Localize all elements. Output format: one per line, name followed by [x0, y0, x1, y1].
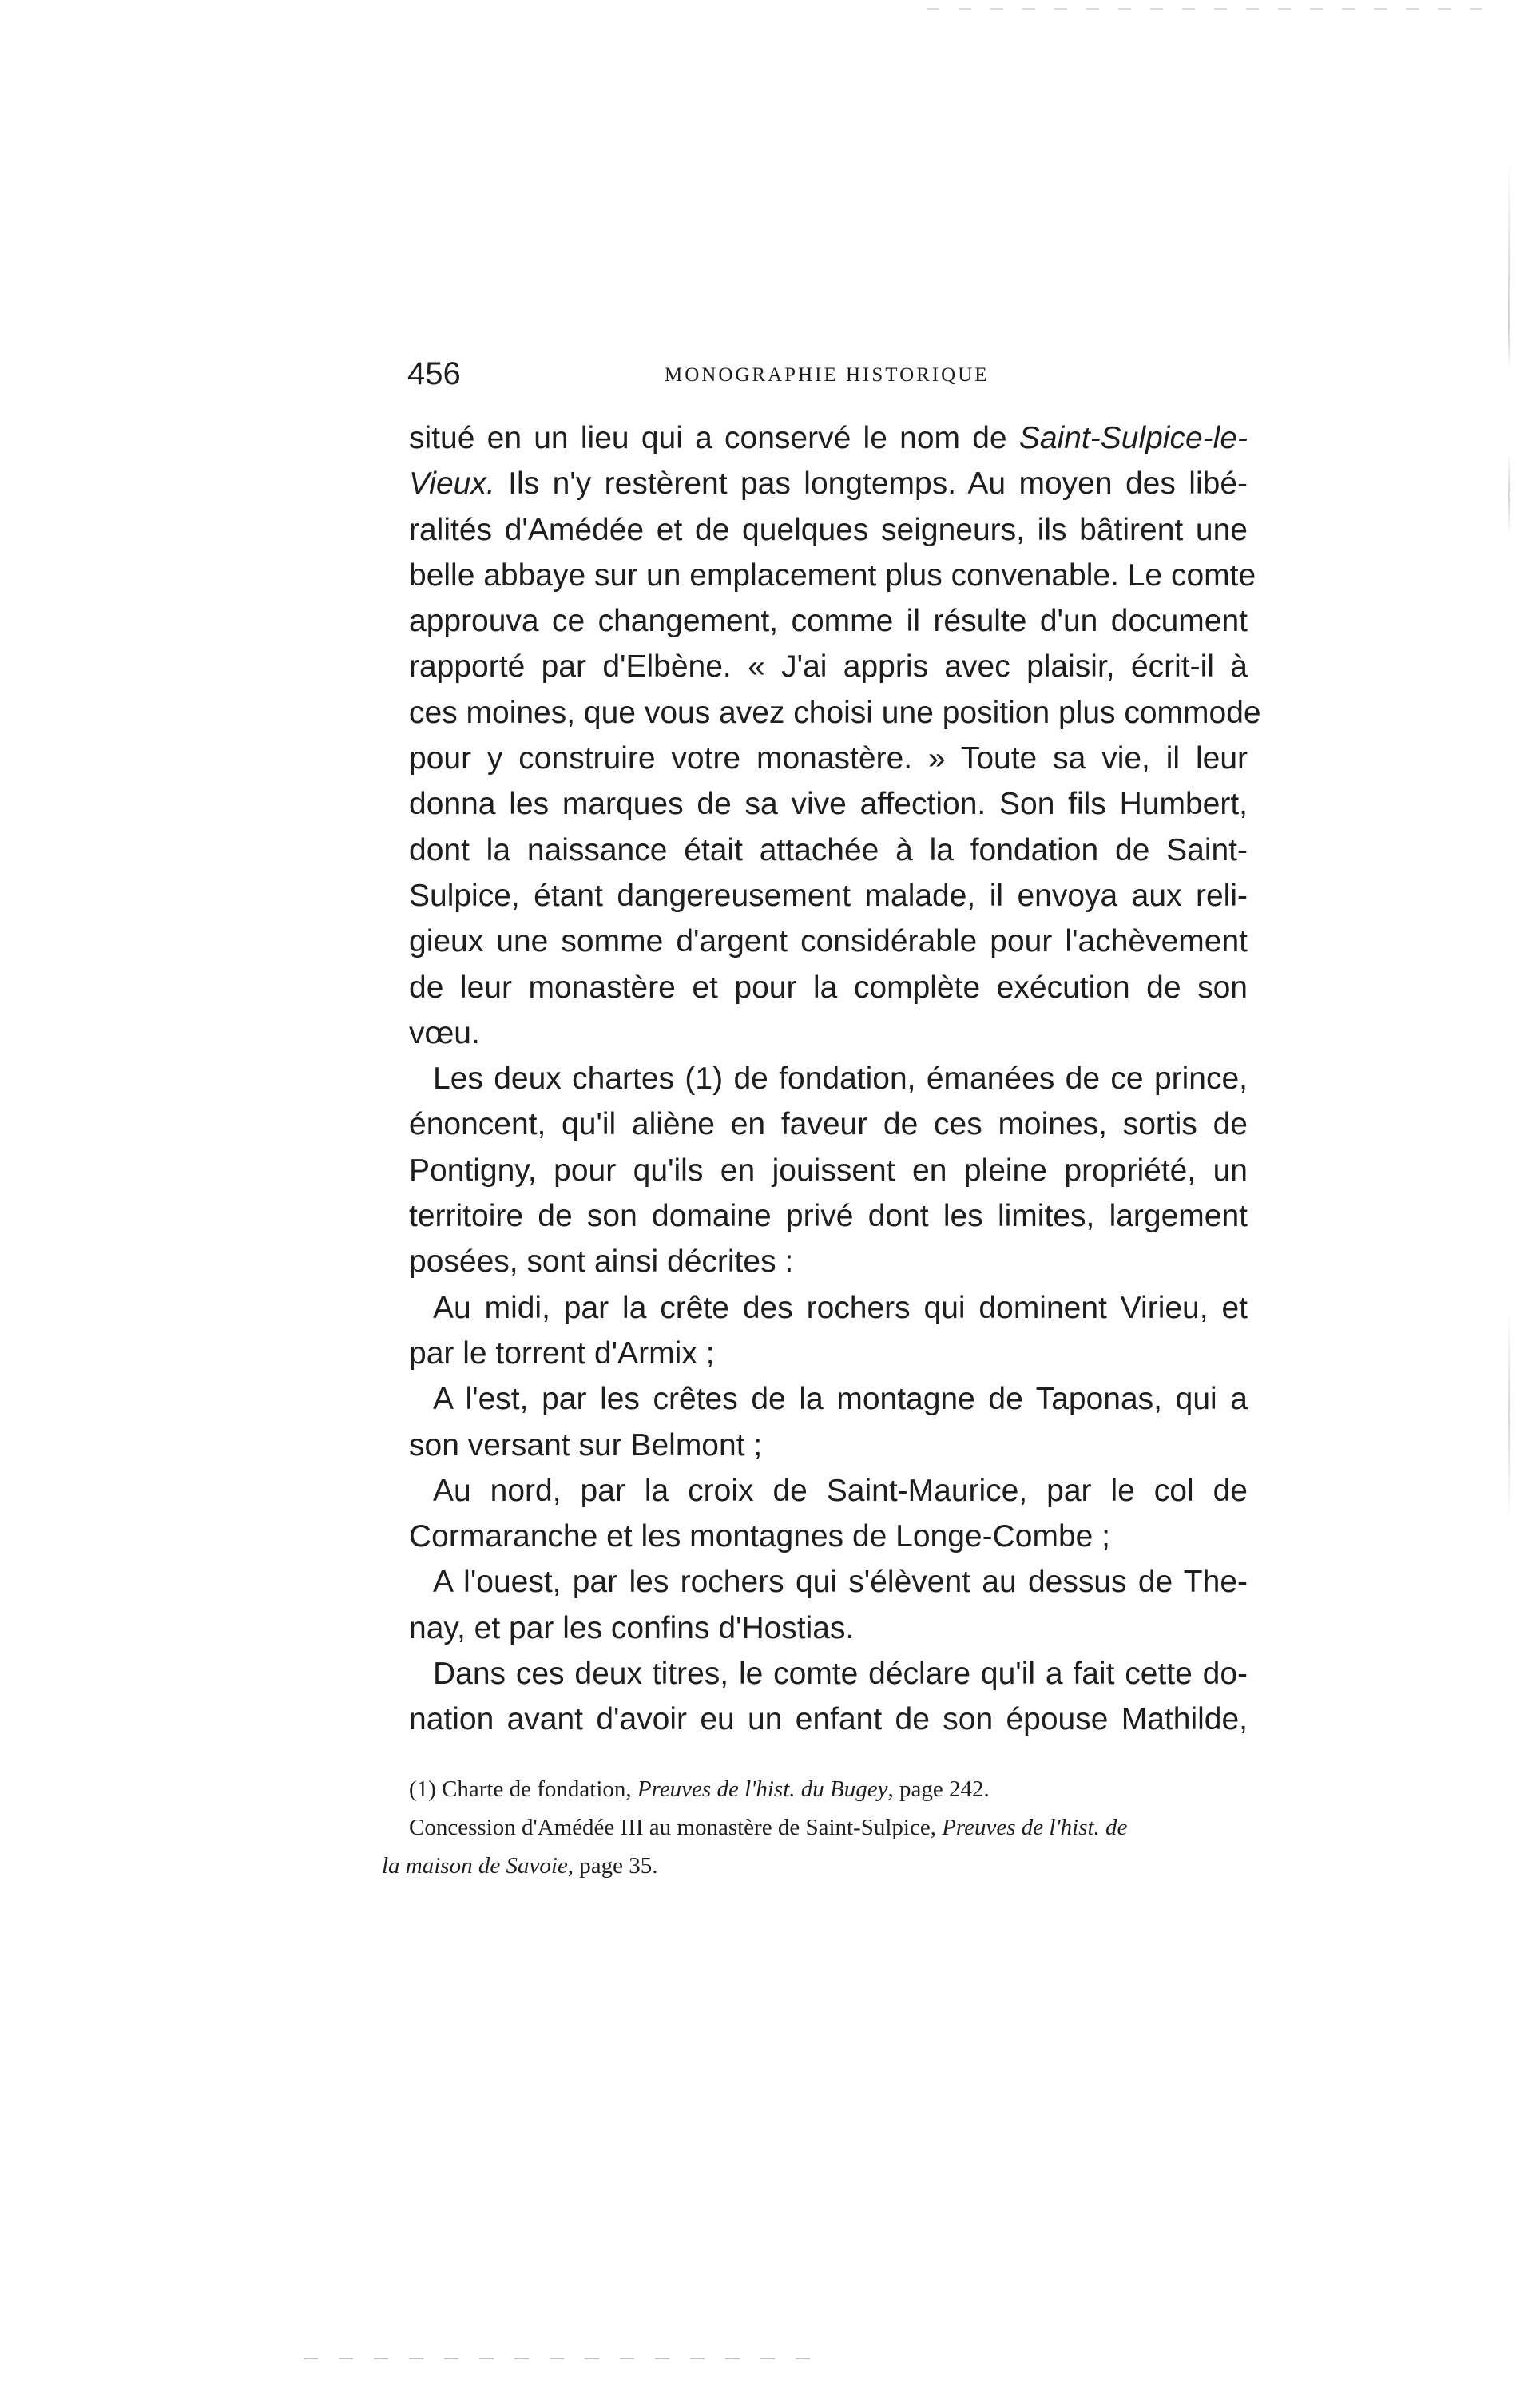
scan-edge-marks — [927, 8, 1502, 10]
text-run: belle abbaye sur un emplacement plus convenable. Le comte — [409, 558, 1256, 593]
text-line — [409, 1468, 1248, 1514]
text-run: approuva ce changement, comme il résulte d'un document — [409, 604, 1248, 639]
text-line — [409, 1514, 1248, 1559]
text-line — [409, 1285, 1248, 1331]
text-line — [409, 1239, 1248, 1284]
text-run: rapporté par d'Elbène. « J'ai appris avec plaisir, écrit-il à — [409, 649, 1248, 685]
text-line — [409, 1376, 1248, 1422]
text-line — [409, 781, 1248, 827]
text-run: donna les marques de sa vive affection. Son fils Humbert, — [409, 787, 1248, 822]
text-run: son versant sur Belmont ; — [409, 1427, 763, 1462]
text-run: ces moines, que vous avez choisi une position plus commode — [409, 695, 1261, 730]
text-run: Les deux chartes (1) de fondation, émanées de ce prince, — [433, 1062, 1248, 1097]
text-line — [409, 1056, 1248, 1101]
scan-bottom-marks — [304, 2358, 815, 2359]
body-text — [409, 415, 1261, 1743]
page-header — [407, 358, 1246, 406]
text-run: situé en un lieu qui a conservé le nom de — [409, 421, 1019, 455]
text-line — [409, 1423, 1248, 1468]
text-line — [409, 1331, 1248, 1376]
text-run: Ils n'y restèrent pas longtemps. Au moyen des libé- — [494, 466, 1248, 502]
text-line — [409, 736, 1248, 781]
text-run: par le torrent d'Armix ; — [409, 1335, 715, 1371]
text-run: Cormaranche et les montagnes de Longe-Combe ; — [409, 1519, 1110, 1554]
text-run: pour y construire votre monastère. » Toute sa vie, il leur — [409, 741, 1248, 776]
text-line — [409, 690, 1261, 736]
text-line — [409, 827, 1248, 873]
text-line — [409, 598, 1248, 644]
text-run: A l'est, par les crêtes de la montagne de Taponas, qui a — [433, 1382, 1248, 1417]
text-run: gieux une somme d'argent considérable pour l'achèvement — [409, 924, 1248, 959]
text-run: Dans ces deux titres, le comte déclare qu'il a fait cette do- — [433, 1657, 1248, 1692]
text-run: énoncent, qu'il aliène en faveur de ces moines, sortis de — [409, 1107, 1248, 1142]
text-line — [409, 1559, 1248, 1605]
text-run: de leur monastère et pour la complète exécution de son — [409, 970, 1248, 1005]
text-run: ralités d'Amédée et de quelques seigneurs, ils bâtirent une — [409, 512, 1248, 547]
italic-text: Preuves de l'hist. de — [942, 1815, 1128, 1840]
running-title: MONOGRAPHIE HISTORIQUE — [665, 364, 990, 386]
text-line — [409, 919, 1248, 964]
text-run: Concession d'Amédée III au monastère de Saint-Sulpice, — [409, 1815, 943, 1840]
footnote-line — [382, 1808, 1244, 1847]
text-run: , page 35. — [567, 1853, 658, 1879]
text-line — [409, 1605, 1248, 1651]
italic-text: Saint-Sulpice-le- — [1018, 421, 1248, 455]
text-run: vœu. — [409, 1015, 480, 1050]
footnotes — [382, 1770, 1244, 1885]
italic-text: Vieux. — [409, 466, 495, 502]
text-line — [409, 1697, 1248, 1742]
italic-text: Preuves de l'hist. du Bugey — [637, 1776, 888, 1802]
text-run: nay, et par les confins d'Hostias. — [409, 1610, 855, 1645]
text-run: Sulpice, étant dangereusement malade, il envoya aux reli- — [409, 878, 1248, 913]
text-run: Au midi, par la crête des rochers qui dominent Virieu, et — [433, 1290, 1248, 1325]
text-run: nation avant d'avoir eu un enfant de son épouse Mathilde, — [409, 1702, 1248, 1737]
text-run: (1) Charte de fondation, — [409, 1776, 637, 1802]
page-number: 456 — [407, 356, 461, 391]
text-run: A l'ouest, par les rochers qui s'élèvent au dessus de The- — [433, 1565, 1248, 1600]
footnote-line — [382, 1770, 1244, 1808]
text-line — [409, 461, 1248, 506]
text-line — [409, 415, 1248, 461]
text-run: posées, sont ainsi décrites : — [409, 1244, 794, 1280]
text-run: , page 242. — [887, 1776, 990, 1802]
scan-margin-line — [1508, 160, 1510, 2252]
text-run: Pontigny, pour qu'ils en jouissent en pleine propriété, un — [409, 1153, 1248, 1188]
text-line — [409, 1101, 1248, 1147]
text-run: Au nord, par la croix de Saint-Maurice, par le col de — [433, 1473, 1248, 1508]
footnote-line — [382, 1847, 1244, 1885]
text-run: dont la naissance était attachée à la fondation de Saint- — [409, 832, 1248, 867]
text-line — [409, 507, 1248, 553]
text-line — [409, 873, 1248, 919]
italic-text: la maison de Savoie — [382, 1853, 568, 1879]
text-line — [409, 644, 1248, 689]
text-line — [409, 1010, 1248, 1056]
text-line — [409, 965, 1248, 1010]
text-run: territoire de son domaine privé dont les limites, largement — [409, 1199, 1248, 1234]
text-line — [409, 1193, 1248, 1239]
text-line — [409, 553, 1256, 598]
text-line — [409, 1651, 1248, 1697]
text-line — [409, 1148, 1248, 1193]
